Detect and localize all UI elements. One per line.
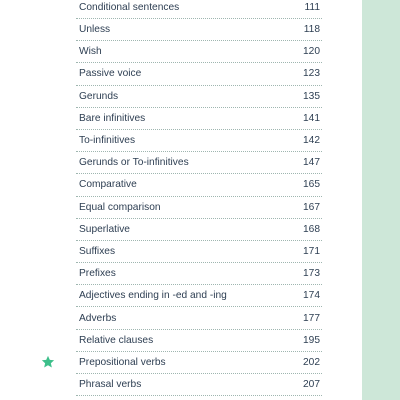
toc-entry-page-number: 141 — [303, 112, 320, 124]
toc-entry-title: Equal comparison — [79, 201, 161, 213]
toc-entry-page-number: 171 — [303, 245, 320, 257]
toc-entry[interactable] — [76, 41, 322, 63]
toc-entry-page-number: 174 — [303, 290, 320, 302]
toc-entry-title: Prepositional verbs — [79, 356, 166, 368]
toc-entry[interactable] — [76, 63, 322, 85]
toc-entry-page-number: 207 — [303, 379, 320, 391]
toc-entry[interactable] — [76, 330, 322, 352]
toc-entry-page-number: 167 — [303, 201, 320, 213]
toc-entry[interactable] — [76, 174, 322, 196]
toc-entry-title: Prefixes — [79, 268, 116, 280]
toc-entry-title: Wish — [79, 46, 102, 58]
toc-entry-title: Bare infinitives — [79, 112, 146, 124]
toc-entry-title: Adjectives ending in -ed and -ing — [79, 290, 227, 302]
toc-entry-title: Passive voice — [79, 68, 142, 80]
toc-entry-title: Relative clauses — [79, 334, 154, 346]
toc-entry-page-number: 142 — [303, 135, 320, 147]
toc-entry-title: Comparative — [79, 179, 137, 191]
toc-entry[interactable] — [76, 152, 322, 174]
toc-entry[interactable] — [76, 374, 322, 396]
toc-entry[interactable] — [76, 0, 322, 19]
toc-entry-page-number: 123 — [303, 68, 320, 80]
toc-entry-page-number: 120 — [303, 46, 320, 58]
toc-entry[interactable] — [76, 352, 322, 374]
toc-entry-title: Superlative — [79, 223, 130, 235]
toc-entry[interactable] — [76, 197, 322, 219]
toc-entry-title: Gerunds or To-infinitives — [79, 157, 189, 169]
toc-entry[interactable] — [76, 285, 322, 307]
toc-entry-page-number: 168 — [303, 223, 320, 235]
toc-entry-title: Adverbs — [79, 312, 117, 324]
toc-entry-page-number: 165 — [303, 179, 320, 191]
toc-entry-page-number: 147 — [303, 157, 320, 169]
toc-entry-title: To-infinitives — [79, 135, 136, 147]
toc-entry[interactable] — [76, 86, 322, 108]
toc-entry[interactable] — [76, 108, 322, 130]
toc-entry-page-number: 118 — [303, 24, 320, 36]
toc-entry-title: Gerunds — [79, 90, 119, 102]
toc-entry-page-number: 177 — [303, 312, 320, 324]
table-of-contents — [76, 0, 322, 396]
toc-entry-page-number: 202 — [303, 356, 320, 368]
toc-entry-page-number: 173 — [303, 268, 320, 280]
toc-entry-page-number: 111 — [304, 2, 320, 13]
toc-entry-page-number: 195 — [303, 334, 320, 346]
toc-entry[interactable] — [76, 19, 322, 41]
toc-entry[interactable] — [76, 130, 322, 152]
toc-entry[interactable] — [76, 219, 322, 241]
star-icon — [41, 355, 55, 369]
toc-entry[interactable] — [76, 241, 322, 263]
toc-entry-title: Unless — [79, 24, 111, 36]
side-color-band — [362, 0, 400, 400]
toc-entry-title: Conditional sentences — [79, 2, 180, 13]
toc-entry[interactable] — [76, 307, 322, 329]
toc-entry-title: Phrasal verbs — [79, 379, 142, 391]
toc-entry-title: Suffixes — [79, 245, 116, 257]
toc-entry-page-number: 135 — [303, 90, 320, 102]
toc-entry[interactable] — [76, 263, 322, 285]
